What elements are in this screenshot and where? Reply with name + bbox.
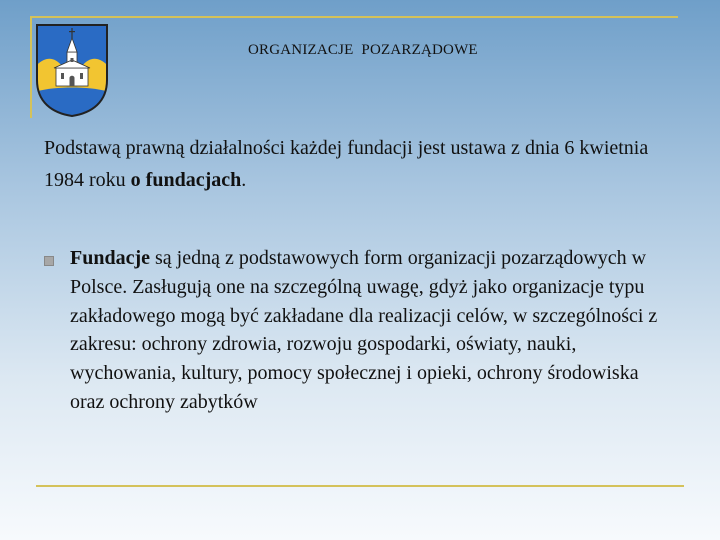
frame-top-line [30,16,678,18]
square-bullet-icon [44,256,54,266]
bullet-bold-term: Fundacje [70,247,150,269]
intro-paragraph [44,132,674,196]
bullet-text [70,244,674,417]
bullet-item [44,244,674,417]
coat-of-arms-church-icon [34,22,110,118]
intro-bold-act-name: o fundacjach [130,169,242,191]
slide-title: ORGANIZACJE POZARZĄDOWE [248,42,478,58]
frame-left-line [30,16,32,118]
frame-bottom-line [36,485,684,487]
intro-text: Podstawą prawną działalności każdej fundacji jest ustawa z dnia 6 kwietnia 1984 roku [44,137,649,191]
bullet-body: są jedną z podstawowych form organizacji pozarządowych w Polsce. Zasługują one na szczególną uwagę, gdyż jako organizacje typu zakładowego mogą być zakładane dla realizacji celów, w szczególności z zakresu: ochrony zdrowia, rozwoju gospodarki, oświaty, nauki, wychowania, kultury, pomocy społecznej i opieki, ochrony środowiska oraz ochrony zabytków [70,247,658,413]
intro-text-end: . [241,169,247,191]
